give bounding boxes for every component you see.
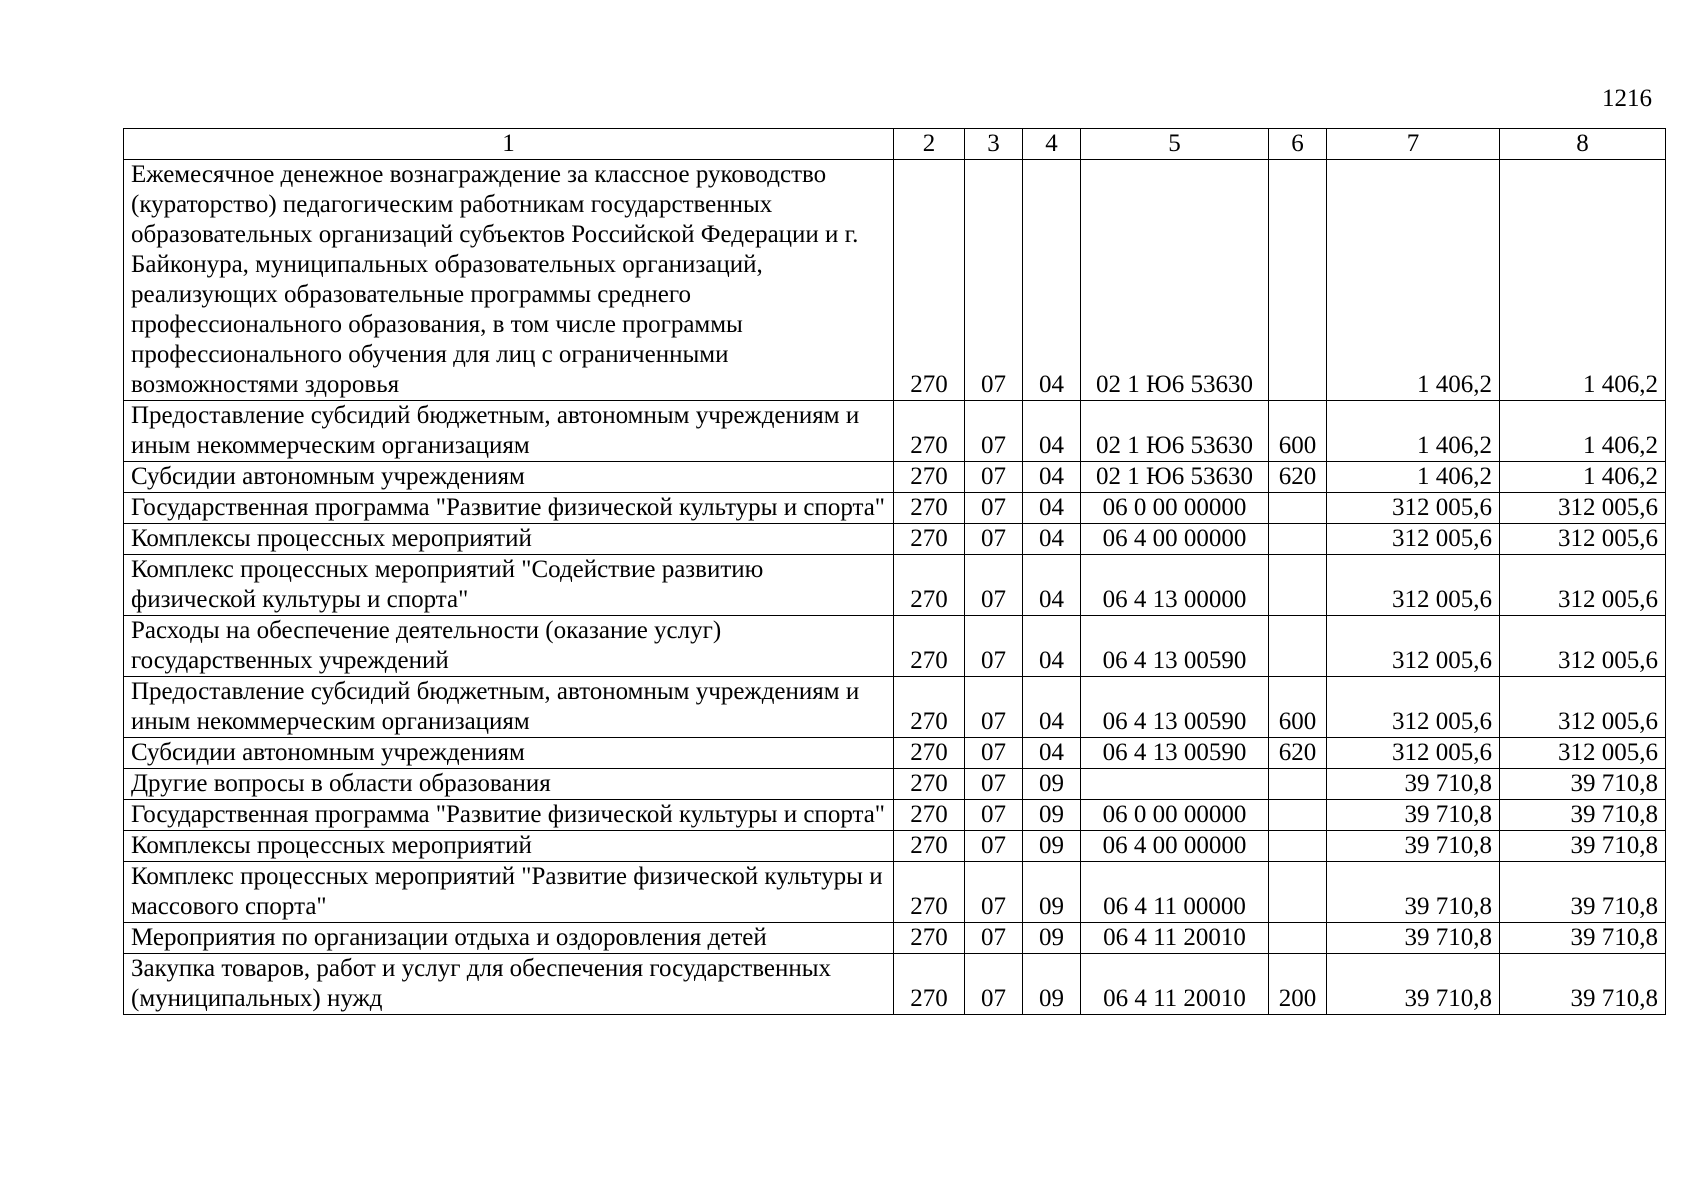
column-header: 8 [1500,129,1666,160]
row-target-article-cell: 02 1 Ю6 53630 [1081,401,1269,462]
row-expense-type-cell: 200 [1269,954,1327,1015]
row-subsection-cell: 04 [1023,555,1081,616]
row-code-cell: 270 [894,524,965,555]
row-amount-cell: 39 710,8 [1327,954,1500,1015]
row-amount-cell: 312 005,6 [1500,493,1666,524]
row-amount-cell: 312 005,6 [1327,493,1500,524]
table-row [124,831,1666,862]
row-subsection-cell: 09 [1023,862,1081,923]
table-row [124,769,1666,800]
row-amount-cell: 1 406,2 [1327,462,1500,493]
row-section-cell: 07 [965,800,1023,831]
row-amount-cell: 312 005,6 [1500,555,1666,616]
table-row [124,616,1666,677]
row-section-cell: 07 [965,923,1023,954]
row-expense-type-cell: 600 [1269,401,1327,462]
table-row [124,462,1666,493]
row-subsection-cell: 09 [1023,769,1081,800]
row-amount-cell: 1 406,2 [1500,160,1666,401]
row-amount-cell: 312 005,6 [1500,524,1666,555]
row-section-cell: 07 [965,677,1023,738]
row-amount-cell: 312 005,6 [1327,555,1500,616]
row-subsection-cell: 09 [1023,923,1081,954]
column-header: 6 [1269,129,1327,160]
table-row [124,923,1666,954]
row-name-cell: Комплексы процессных мероприятий [124,524,894,555]
row-expense-type-cell [1269,493,1327,524]
row-target-article-cell: 02 1 Ю6 53630 [1081,160,1269,401]
row-target-article-cell: 06 4 00 00000 [1081,831,1269,862]
row-code-cell: 270 [894,954,965,1015]
row-code-cell: 270 [894,555,965,616]
table-body [124,160,1666,1015]
row-amount-cell: 312 005,6 [1327,738,1500,769]
row-name-cell: Комплекс процессных мероприятий "Развитие физической культуры и массового спорта" [124,862,894,923]
row-expense-type-cell: 620 [1269,462,1327,493]
row-name-cell: Комплекс процессных мероприятий "Содействие развитию физической культуры и спорта" [124,555,894,616]
row-amount-cell: 39 710,8 [1500,862,1666,923]
row-section-cell: 07 [965,862,1023,923]
row-amount-cell: 312 005,6 [1500,616,1666,677]
row-target-article-cell: 06 4 11 20010 [1081,954,1269,1015]
table-row [124,954,1666,1015]
row-target-article-cell: 06 4 13 00000 [1081,555,1269,616]
row-subsection-cell: 09 [1023,800,1081,831]
row-code-cell: 270 [894,923,965,954]
row-section-cell: 07 [965,616,1023,677]
row-amount-cell: 39 710,8 [1500,831,1666,862]
row-name-cell: Расходы на обеспечение деятельности (оказание услуг) государственных учреждений [124,616,894,677]
row-subsection-cell: 04 [1023,524,1081,555]
row-target-article-cell: 06 4 13 00590 [1081,738,1269,769]
row-expense-type-cell: 620 [1269,738,1327,769]
row-amount-cell: 312 005,6 [1327,616,1500,677]
row-code-cell: 270 [894,862,965,923]
row-name-cell: Комплексы процессных мероприятий [124,831,894,862]
row-code-cell: 270 [894,831,965,862]
row-amount-cell: 1 406,2 [1327,160,1500,401]
row-section-cell: 07 [965,831,1023,862]
row-code-cell: 270 [894,401,965,462]
table-row [124,862,1666,923]
row-expense-type-cell [1269,769,1327,800]
row-name-cell: Предоставление субсидий бюджетным, автономным учреждениям и иным некоммерческим организациям [124,677,894,738]
row-amount-cell: 1 406,2 [1327,401,1500,462]
row-amount-cell: 39 710,8 [1500,954,1666,1015]
row-expense-type-cell [1269,800,1327,831]
row-expense-type-cell [1269,160,1327,401]
row-subsection-cell: 04 [1023,677,1081,738]
row-amount-cell: 39 710,8 [1327,862,1500,923]
table-row [124,677,1666,738]
row-section-cell: 07 [965,769,1023,800]
row-amount-cell: 312 005,6 [1327,677,1500,738]
row-expense-type-cell [1269,923,1327,954]
row-name-cell: Предоставление субсидий бюджетным, автономным учреждениям и иным некоммерческим организациям [124,401,894,462]
row-amount-cell: 39 710,8 [1327,831,1500,862]
row-subsection-cell: 04 [1023,738,1081,769]
row-code-cell: 270 [894,769,965,800]
row-section-cell: 07 [965,738,1023,769]
row-code-cell: 270 [894,462,965,493]
row-amount-cell: 1 406,2 [1500,462,1666,493]
row-subsection-cell: 09 [1023,831,1081,862]
row-expense-type-cell: 600 [1269,677,1327,738]
column-header: 4 [1023,129,1081,160]
table-row [124,524,1666,555]
budget-table [123,128,1666,1015]
row-subsection-cell: 04 [1023,160,1081,401]
row-code-cell: 270 [894,677,965,738]
column-header: 3 [965,129,1023,160]
row-code-cell: 270 [894,493,965,524]
row-section-cell: 07 [965,493,1023,524]
row-target-article-cell: 06 4 13 00590 [1081,616,1269,677]
row-expense-type-cell [1269,831,1327,862]
row-section-cell: 07 [965,462,1023,493]
page-number: 1216 [1602,85,1652,112]
column-header: 1 [124,129,894,160]
row-subsection-cell: 04 [1023,493,1081,524]
row-subsection-cell: 04 [1023,616,1081,677]
row-subsection-cell: 09 [1023,954,1081,1015]
row-expense-type-cell [1269,524,1327,555]
row-expense-type-cell [1269,862,1327,923]
row-target-article-cell [1081,769,1269,800]
column-header: 2 [894,129,965,160]
row-amount-cell: 39 710,8 [1327,800,1500,831]
row-section-cell: 07 [965,401,1023,462]
row-code-cell: 270 [894,738,965,769]
row-amount-cell: 39 710,8 [1500,923,1666,954]
table-row [124,401,1666,462]
row-name-cell: Субсидии автономным учреждениям [124,738,894,769]
row-target-article-cell: 06 4 11 00000 [1081,862,1269,923]
row-name-cell: Государственная программа "Развитие физической культуры и спорта" [124,493,894,524]
row-target-article-cell: 02 1 Ю6 53630 [1081,462,1269,493]
row-code-cell: 270 [894,616,965,677]
row-amount-cell: 1 406,2 [1500,401,1666,462]
row-target-article-cell: 06 0 00 00000 [1081,800,1269,831]
row-amount-cell: 312 005,6 [1327,524,1500,555]
row-name-cell: Другие вопросы в области образования [124,769,894,800]
table-row [124,738,1666,769]
row-section-cell: 07 [965,954,1023,1015]
row-amount-cell: 39 710,8 [1500,769,1666,800]
row-name-cell: Закупка товаров, работ и услуг для обеспечения государственных (муниципальных) нужд [124,954,894,1015]
column-header: 5 [1081,129,1269,160]
row-target-article-cell: 06 4 00 00000 [1081,524,1269,555]
row-amount-cell: 39 710,8 [1327,769,1500,800]
row-amount-cell: 312 005,6 [1500,677,1666,738]
row-target-article-cell: 06 0 00 00000 [1081,493,1269,524]
column-header: 7 [1327,129,1500,160]
row-amount-cell: 312 005,6 [1500,738,1666,769]
row-section-cell: 07 [965,524,1023,555]
row-name-cell: Субсидии автономным учреждениям [124,462,894,493]
row-amount-cell: 39 710,8 [1500,800,1666,831]
row-target-article-cell: 06 4 11 20010 [1081,923,1269,954]
row-expense-type-cell [1269,616,1327,677]
row-section-cell: 07 [965,160,1023,401]
table-row [124,555,1666,616]
row-target-article-cell: 06 4 13 00590 [1081,677,1269,738]
row-subsection-cell: 04 [1023,462,1081,493]
table-row [124,160,1666,401]
row-name-cell: Мероприятия по организации отдыха и оздоровления детей [124,923,894,954]
table-header-row [124,129,1666,160]
table-row [124,493,1666,524]
row-name-cell: Государственная программа "Развитие физической культуры и спорта" [124,800,894,831]
row-section-cell: 07 [965,555,1023,616]
row-expense-type-cell [1269,555,1327,616]
row-subsection-cell: 04 [1023,401,1081,462]
row-code-cell: 270 [894,160,965,401]
table-row [124,800,1666,831]
row-name-cell: Ежемесячное денежное вознаграждение за классное руководство (кураторство) педагогическим работникам государственных образовательных организаций субъектов Российской Федерации и г. Байконура, муниципальных образовательных организаций, реализующих образовательные программы среднего профессионального образования, в том числе программы профессионального обучения для лиц с ограниченными возможностями здоровья [124,160,894,401]
row-code-cell: 270 [894,800,965,831]
row-amount-cell: 39 710,8 [1327,923,1500,954]
